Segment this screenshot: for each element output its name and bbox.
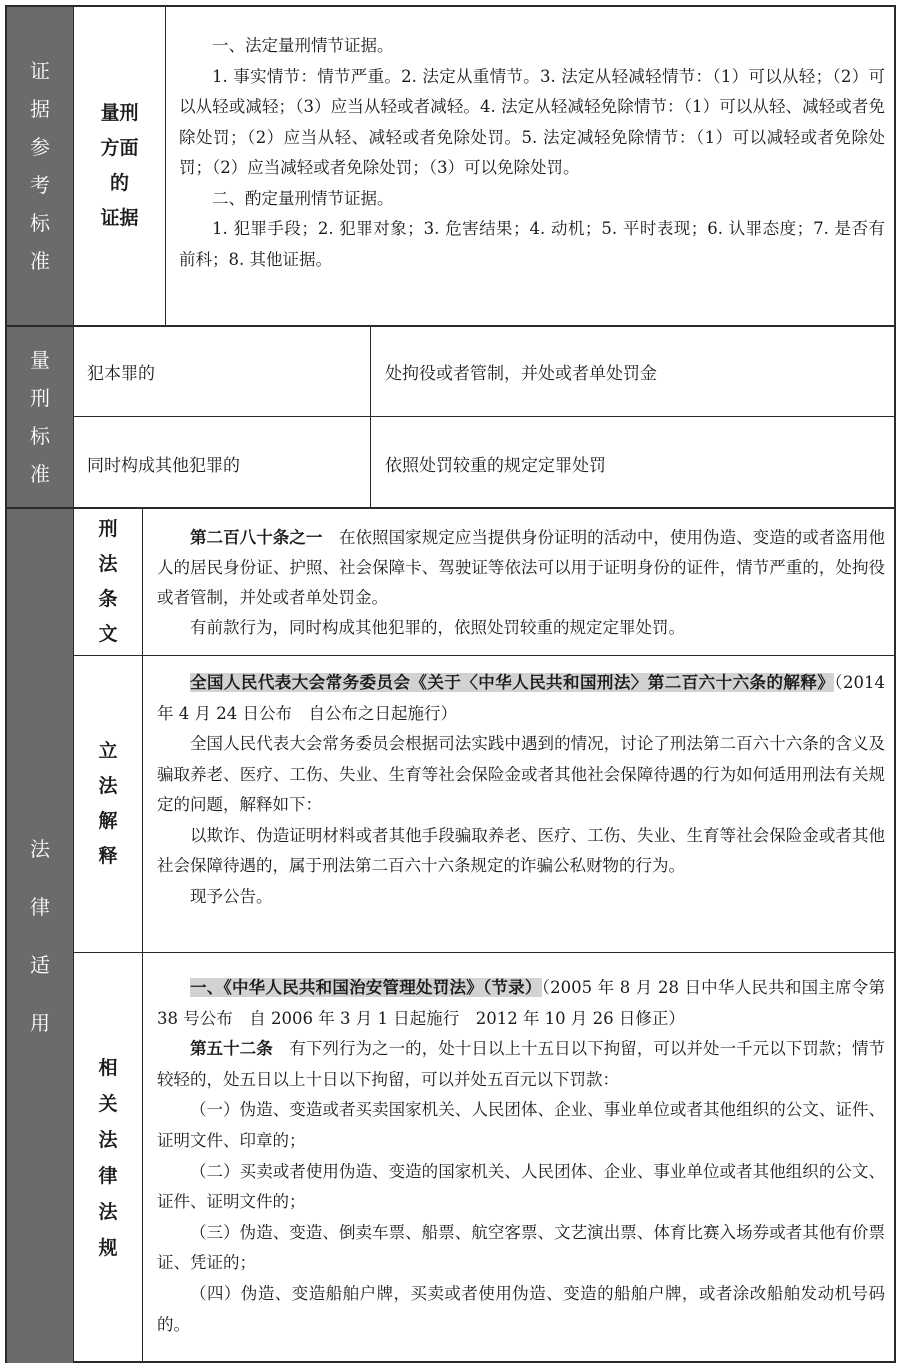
sentencing-condition: 同时构成其他犯罪的	[87, 456, 240, 476]
label-char: 用	[30, 1011, 50, 1035]
label-char: 标	[30, 211, 50, 235]
criminal-law-content	[157, 523, 885, 643]
section-label-law	[7, 509, 74, 1363]
label-char: 律	[30, 895, 50, 919]
sublabel-line: 释	[98, 845, 118, 867]
interpretation-date: （2014 年 4 月 24 日公布 自公布之日起施行）	[157, 673, 885, 723]
related-content	[157, 973, 885, 1340]
legislative-paragraph: 现予公告。	[190, 886, 273, 906]
legislative-content	[157, 668, 885, 912]
sentencing-penalty: 处拘役或者管制，并处或者单处罚金	[385, 364, 657, 384]
sublabel-line: 解	[98, 810, 118, 832]
label-char: 量	[30, 348, 50, 372]
article-text: 有下列行为之一的，处十日以上十五日以下拘留，可以并处一千元以下罚款；情节较轻的，处五日以上十日以下拘留，可以并处五百元以下罚款：	[157, 1039, 886, 1089]
criminal-law-paragraph: 有前款行为，同时构成其他犯罪的，依照处罚较重的规定定罪处罚。	[190, 618, 685, 637]
legislative-title	[157, 668, 885, 729]
evidence-content	[179, 31, 885, 275]
sublabel-line: 方面	[100, 137, 139, 159]
article-number: 第五十二条	[190, 1039, 273, 1059]
sublabel-line: 关	[98, 1093, 118, 1115]
criminal-law-sublabel	[74, 509, 142, 655]
label-char: 准	[30, 462, 50, 486]
sublabel-line: 的	[109, 172, 129, 194]
sublabel-line: 相	[98, 1057, 118, 1079]
label-char: 刑	[30, 386, 50, 410]
related-title	[157, 973, 885, 1034]
document-table	[5, 5, 896, 1363]
label-char: 据	[30, 97, 50, 121]
sentencing-penalty: 依照处罚较重的规定定罪处罚	[385, 456, 606, 476]
legislative-sublabel	[74, 656, 142, 952]
label-char: 法	[30, 837, 50, 861]
sublabel-line: 立	[98, 740, 118, 762]
section-label-evidence	[7, 7, 74, 325]
related-sublabel	[74, 953, 142, 1363]
label-char: 准	[30, 249, 50, 273]
sublabel-line: 法	[98, 553, 118, 575]
legislative-paragraph: 全国人民代表大会常务委员会根据司法实践中遇到的情况，讨论了刑法第二百六十六条的含义及骗取养老、医疗、工伤、失业、生育等社会保险金或者其他社会保障待遇的行为如何适用刑法有关规定的问题，解释如下：	[157, 734, 885, 814]
article-number: 第二百八十条之一	[190, 528, 323, 547]
sublabel-line: 法	[98, 775, 118, 797]
related-paragraph	[157, 1034, 885, 1095]
label-char: 标	[30, 424, 50, 448]
label-char: 考	[30, 173, 50, 197]
legislative-paragraph: 以欺诈、伪造证明材料或者其他手段骗取养老、医疗、工伤、失业、生育等社会保险金或者其他社会保障待遇的，属于刑法第二百六十六条规定的诈骗公私财物的行为。	[157, 825, 885, 875]
article-text: 在依照国家规定应当提供身份证明的活动中，使用伪造、变造的或者盗用他人的居民身份证、护照、社会保障卡、驾驶证等依法可以用于证明身份的证件，情节严重的，处拘役或者管制，并处或者单处罚金。	[157, 528, 886, 607]
regulation-date: （2005 年 8 月 28 日中华人民共和国主席令第 38 号公布 自 2006 年 3 月 1 日起施行 2012 年 10 月 26 日修正）	[157, 978, 886, 1028]
label-char: 参	[30, 135, 50, 159]
sublabel-line: 证据	[100, 207, 139, 229]
sublabel-line: 规	[98, 1237, 118, 1259]
sublabel-line: 条	[98, 588, 118, 610]
related-item: （一）伪造、变造或者买卖国家机关、人民团体、企业、事业单位或者其他组织的公文、证件、证明文件、印章的；	[157, 1100, 885, 1150]
regulation-title: 一、《中华人民共和国治安管理处罚法》（节录）	[190, 978, 542, 997]
related-item: （二）买卖或者使用伪造、变造的国家机关、人民团体、企业、事业单位或者其他组织的公文、证件、证明文件的；	[157, 1161, 885, 1212]
sublabel-line: 法	[98, 1201, 118, 1223]
evidence-paragraph: 1. 犯罪手段；2. 犯罪对象；3. 危害结果；4. 动机；5. 平时表现；6. 认罪态度；7. 是否有前科；8. 其他证据。	[179, 219, 885, 269]
sublabel-line: 刑	[98, 518, 118, 540]
sublabel-line: 律	[98, 1165, 118, 1187]
sublabel-line: 文	[98, 623, 118, 645]
label-char: 证	[30, 59, 50, 83]
related-item: （四）伪造、变造船舶户牌，买卖或者使用伪造、变造的船舶户牌，或者涂改船舶发动机号码的。	[157, 1283, 885, 1334]
related-item: （三）伪造、变造、倒卖车票、船票、航空客票、文艺演出票、体育比赛入场券或者其他有价票证、凭证的；	[157, 1222, 885, 1273]
evidence-paragraph: 一、法定量刑情节证据。	[212, 36, 394, 55]
section-label-sentencing	[7, 327, 74, 507]
label-char: 适	[30, 953, 50, 977]
evidence-paragraph: 二、酌定量刑情节证据。	[212, 188, 394, 208]
sublabel-line: 量刑	[100, 102, 139, 124]
criminal-law-paragraph	[157, 523, 885, 613]
sentencing-condition: 犯本罪的	[87, 364, 155, 384]
evidence-sublabel	[74, 7, 165, 325]
interpretation-title: 全国人民代表大会常务委员会《关于〈中华人民共和国刑法〉第二百六十六条的解释》	[190, 673, 835, 692]
evidence-paragraph: 1. 事实情节：情节严重。2. 法定从重情节。3. 法定从轻减轻情节：（1）可以从轻；（2）可以从轻或减轻；（3）应当从轻或者减轻。4. 法定从轻减轻免除情节：（1）可以从轻、减轻或者免除处罚；（2）应当从轻、减轻或者免除处罚。5. 法定减轻免除情节：（1）可以减轻或者免除处罚；（2）应当减轻或者免除处罚；（3）可以免除处罚。	[179, 66, 885, 177]
sublabel-line: 法	[98, 1129, 118, 1151]
